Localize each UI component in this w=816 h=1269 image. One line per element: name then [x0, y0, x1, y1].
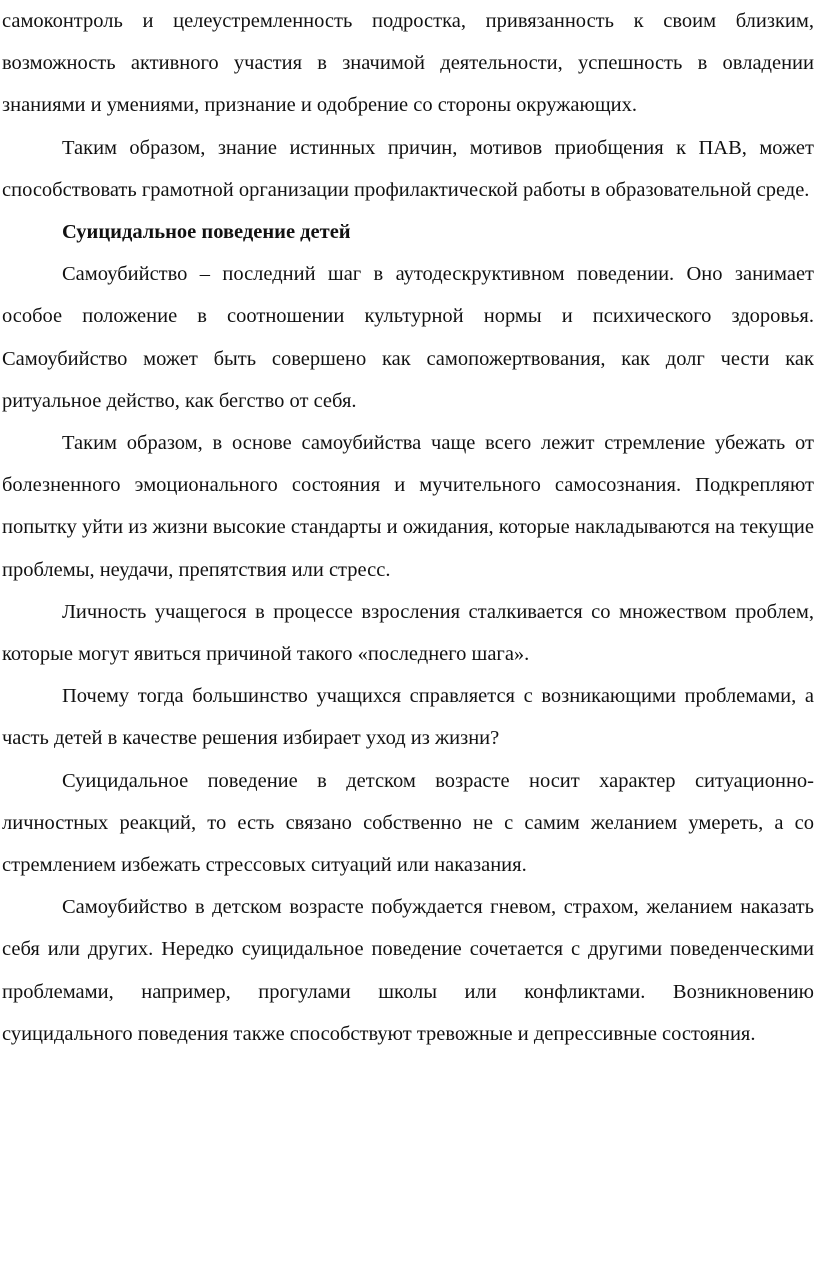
document-body	[2, 0, 814, 1055]
paragraph: Самоубийство – последний шаг в аутодескруктивном поведении. Оно занимает особое положение в соотношении культурной нормы и психического здоровья. Самоубийство может быть совершено как самопожертвования, как долг чести как ритуальное действо, как бегство от себя.	[2, 263, 814, 412]
paragraph: Почему тогда большинство учащихся справляется с возникающими проблемами, а часть детей в качестве решения избирает уход из жизни?	[2, 685, 814, 750]
paragraph: Самоубийство в детском возрасте побуждается гневом, страхом, желанием наказать себя или других. Нередко суицидальное поведение сочетается с другими поведенческими проблемами, например, прогулами школы или конфликтами. Возникновению суицидального поведения также способствуют тревожные и депрессивные состояния.	[2, 896, 814, 1045]
paragraph-conclusion: Таким образом, знание истинных причин, мотивов приобщения к ПАВ, может способствовать грамотной организации профилактической работы в образовательной среде.	[2, 136, 814, 201]
paragraph: Таким образом, в основе самоубийства чаще всего лежит стремление убежать от болезненного эмоционального состояния и мучительного самосознания. Подкрепляют попытку уйти из жизни высокие стандарты и ожидания, которые накладываются на текущие проблемы, неудачи, препятствия или стресс.	[2, 432, 814, 581]
paragraph: Суицидальное поведение в детском возрасте носит характер ситуационно-личностных реакций, то есть связано собственно не с самим желанием умереть, а со стремлением избежать стрессовых ситуаций или наказания.	[2, 769, 814, 877]
paragraph: Личность учащегося в процессе взросления сталкивается со множеством проблем, которые могут явиться причиной такого «последнего шага».	[2, 600, 814, 666]
paragraph-continued: самоконтроль и целеустремленность подростка, привязанность к своим близким, возможность активного участия в значимой деятельности, успешность в овладении знаниями и умениями, признание и одобрение со стороны окружающих.	[2, 10, 814, 117]
section-heading: Суицидальное поведение детей	[62, 221, 351, 244]
